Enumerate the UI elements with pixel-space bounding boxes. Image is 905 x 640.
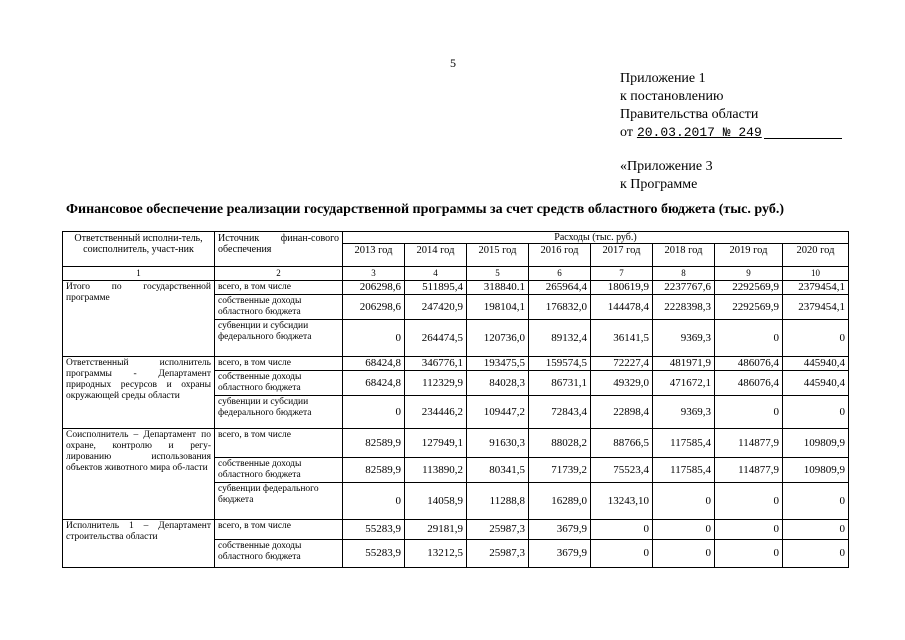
executor-cell: Итого по государственной программе [63, 281, 215, 357]
value-cell: 445940,4 [783, 357, 849, 371]
appendix-line: Приложение 1 [620, 71, 706, 86]
value-cell: 91630,3 [467, 429, 529, 458]
value-cell: 117585,4 [653, 429, 715, 458]
value-cell: 0 [653, 540, 715, 568]
column-index: 6 [529, 267, 591, 281]
value-cell: 0 [715, 540, 783, 568]
value-cell: 88028,2 [529, 429, 591, 458]
source-cell: собственные доходы областного бюджета [215, 458, 343, 483]
value-cell: 0 [715, 520, 783, 540]
value-cell: 13243,10 [591, 483, 653, 520]
header-source: Источник финан-сового обеспечения [215, 232, 343, 267]
value-cell: 16289,0 [529, 483, 591, 520]
value-cell: 2379454,1 [783, 295, 849, 320]
year-header: 2016 год [529, 244, 591, 267]
value-cell: 72227,4 [591, 357, 653, 371]
column-index: 5 [467, 267, 529, 281]
value-cell: 176832,0 [529, 295, 591, 320]
value-cell: 3679,9 [529, 540, 591, 568]
value-cell: 0 [591, 520, 653, 540]
value-cell: 265964,4 [529, 281, 591, 295]
source-cell: субвенции федерального бюджета [215, 483, 343, 520]
executor-cell: Исполнитель 1 – Департамент строительства области [63, 520, 215, 568]
value-cell: 159574,5 [529, 357, 591, 371]
value-cell: 75523,4 [591, 458, 653, 483]
source-cell: всего, в том числе [215, 281, 343, 295]
value-cell: 193475,5 [467, 357, 529, 371]
value-cell: 2292569,9 [715, 295, 783, 320]
appendix-line: Правительства области [620, 107, 759, 122]
value-cell: 511895,4 [405, 281, 467, 295]
value-cell: 0 [783, 540, 849, 568]
value-cell: 80341,5 [467, 458, 529, 483]
source-cell: всего, в том числе [215, 520, 343, 540]
value-cell: 0 [783, 483, 849, 520]
value-cell: 112329,9 [405, 371, 467, 396]
page-number: 5 [450, 56, 456, 70]
value-cell: 127949,1 [405, 429, 467, 458]
underline-rule [764, 137, 842, 139]
value-cell: 82589,9 [343, 429, 405, 458]
column-index: 1 [63, 267, 215, 281]
source-cell: субвенции и субсидии федерального бюджета [215, 396, 343, 429]
value-cell: 0 [343, 483, 405, 520]
year-header: 2015 год [467, 244, 529, 267]
value-cell: 82589,9 [343, 458, 405, 483]
value-cell: 264474,5 [405, 320, 467, 357]
value-cell: 71739,2 [529, 458, 591, 483]
value-cell: 25987,3 [467, 520, 529, 540]
source-cell: всего, в том числе [215, 357, 343, 371]
appendix-line: к Программе [620, 177, 698, 192]
year-header: 2018 год [653, 244, 715, 267]
value-cell: 318840.1 [467, 281, 529, 295]
column-index: 8 [653, 267, 715, 281]
year-header: 2014 год [405, 244, 467, 267]
value-cell: 0 [343, 396, 405, 429]
value-cell: 13212,5 [405, 540, 467, 568]
value-cell: 486076,4 [715, 357, 783, 371]
appendix-line: к постановлению [620, 89, 724, 104]
value-cell: 247420,9 [405, 295, 467, 320]
executor-cell: Ответственный исполнитель программы - Департамент природных ресурсов и охраны окружающей среды области [63, 357, 215, 429]
year-header: 2013 год [343, 244, 405, 267]
value-cell: 11288,8 [467, 483, 529, 520]
column-index: 4 [405, 267, 467, 281]
value-cell: 180619,9 [591, 281, 653, 295]
source-cell: всего, в том числе [215, 429, 343, 458]
value-cell: 84028,3 [467, 371, 529, 396]
value-cell: 0 [715, 320, 783, 357]
value-cell: 9369,3 [653, 320, 715, 357]
value-cell: 117585,4 [653, 458, 715, 483]
year-header: 2019 год [715, 244, 783, 267]
value-cell: 49329,0 [591, 371, 653, 396]
value-cell: 0 [715, 483, 783, 520]
handwritten-date: 20.03.2017 № 249 [636, 125, 762, 140]
column-index: 3 [343, 267, 405, 281]
value-cell: 14058,9 [405, 483, 467, 520]
value-cell: 89132,4 [529, 320, 591, 357]
source-cell: собственные доходы областного бюджета [215, 371, 343, 396]
value-cell: 68424,8 [343, 357, 405, 371]
value-cell: 29181,9 [405, 520, 467, 540]
value-cell: 471672,1 [653, 371, 715, 396]
value-cell: 113890,2 [405, 458, 467, 483]
document-title: Финансовое обеспечение реализации государственной программы за счет средств областного бюджета (тыс. руб.) [66, 202, 784, 217]
executor-cell: Соисполнитель – Департамент по охране, контролю и регу-лированию использования объектов животного мира об-ласти [63, 429, 215, 520]
value-cell: 55283,9 [343, 540, 405, 568]
value-cell: 346776,1 [405, 357, 467, 371]
value-cell: 109809,9 [783, 458, 849, 483]
value-cell: 72843,4 [529, 396, 591, 429]
value-cell: 206298,6 [343, 295, 405, 320]
value-cell: 206298,6 [343, 281, 405, 295]
value-cell: 2228398,3 [653, 295, 715, 320]
header-expenses: Расходы (тыс. руб.) [343, 232, 849, 244]
source-cell: собственные доходы областного бюджета [215, 540, 343, 568]
value-cell: 120736,0 [467, 320, 529, 357]
value-cell: 36141,5 [591, 320, 653, 357]
year-header: 2020 год [783, 244, 849, 267]
value-cell: 0 [343, 320, 405, 357]
value-cell: 198104,1 [467, 295, 529, 320]
value-cell: 2237767,6 [653, 281, 715, 295]
value-cell: 2379454,1 [783, 281, 849, 295]
table-row [63, 520, 849, 540]
source-cell: субвенции и субсидии федерального бюджета [215, 320, 343, 357]
column-index: 7 [591, 267, 653, 281]
value-cell: 3679,9 [529, 520, 591, 540]
value-cell: 234446,2 [405, 396, 467, 429]
value-cell: 0 [653, 520, 715, 540]
value-cell: 0 [783, 396, 849, 429]
table-row [63, 429, 849, 458]
value-cell: 144478,4 [591, 295, 653, 320]
budget-table [62, 231, 849, 568]
appendix-block [620, 70, 842, 194]
value-cell: 9369,3 [653, 396, 715, 429]
value-cell: 0 [783, 320, 849, 357]
value-cell: 0 [783, 520, 849, 540]
value-cell: 114877,9 [715, 429, 783, 458]
column-index: 10 [783, 267, 849, 281]
appendix-line: «Приложение 3 [620, 159, 713, 174]
value-cell: 0 [591, 540, 653, 568]
value-cell: 109809,9 [783, 429, 849, 458]
date-prefix: от [620, 125, 633, 140]
column-index: 2 [215, 267, 343, 281]
value-cell: 0 [715, 396, 783, 429]
value-cell: 481971,9 [653, 357, 715, 371]
value-cell: 86731,1 [529, 371, 591, 396]
value-cell: 486076,4 [715, 371, 783, 396]
column-index: 9 [715, 267, 783, 281]
source-cell: собственные доходы областного бюджета [215, 295, 343, 320]
value-cell: 2292569,9 [715, 281, 783, 295]
table-row [63, 281, 849, 295]
value-cell: 0 [653, 483, 715, 520]
value-cell: 25987,3 [467, 540, 529, 568]
table-row [63, 357, 849, 371]
value-cell: 68424,8 [343, 371, 405, 396]
value-cell: 88766,5 [591, 429, 653, 458]
header-executor: Ответственный исполни-тель, соисполнитель, участ-ник [63, 232, 215, 267]
value-cell: 114877,9 [715, 458, 783, 483]
value-cell: 109447,2 [467, 396, 529, 429]
appendix-date-line [620, 124, 842, 142]
year-header: 2017 год [591, 244, 653, 267]
value-cell: 445940,4 [783, 371, 849, 396]
value-cell: 22898,4 [591, 396, 653, 429]
value-cell: 55283,9 [343, 520, 405, 540]
